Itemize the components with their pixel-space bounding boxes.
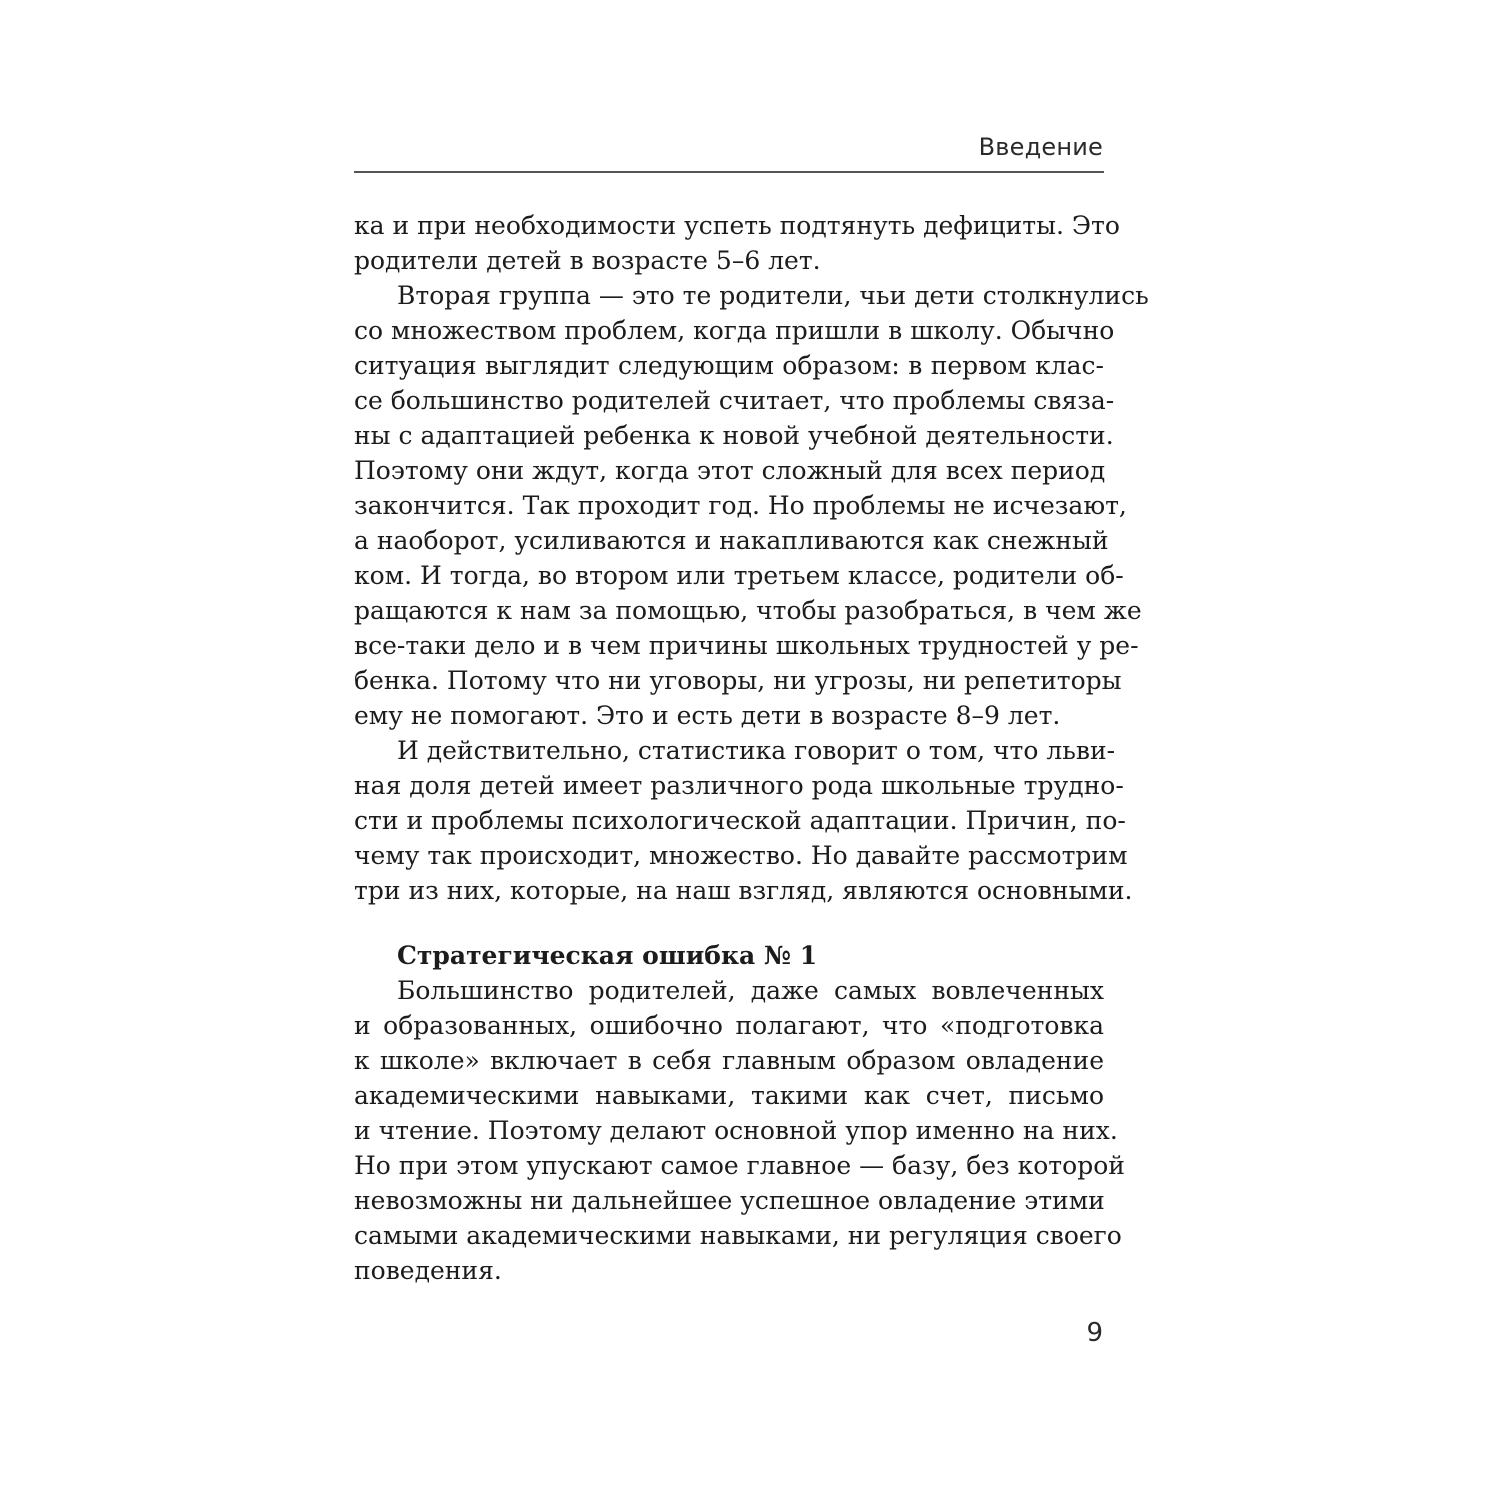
text-line: ращаются к нам за помощью, чтобы разобраться, в чем же <box>354 596 1142 625</box>
text-line: закончится. Так проходит год. Но проблемы не исчезают, <box>354 491 1127 520</box>
text-line: ка и при необходимости успеть подтянуть дефициты. Это <box>354 211 1120 240</box>
text-line: академическими навыками, такими как счет, письмо <box>354 1081 1104 1110</box>
text-line: самыми академическими навыками, ни регуляция своего <box>354 1221 1122 1250</box>
text-line: се большинство родителей считает, что проблемы связа- <box>354 386 1115 415</box>
text-line: все-таки дело и в чем причины школьных трудностей у ре- <box>354 631 1139 660</box>
text-line: чему так происходит, множество. Но давайте рассмотрим <box>354 841 1128 870</box>
paragraph-2 <box>354 278 1149 733</box>
text-line: невозможны ни дальнейшее успешное овладение этими <box>354 1186 1105 1215</box>
text-line: и образованных, ошибочно полагают, что «подготовка <box>354 1011 1104 1040</box>
text-line: Большинство родителей, даже самых вовлеченных <box>397 976 1104 1005</box>
text-line: ком. И тогда, во втором или третьем классе, родители об- <box>354 561 1124 590</box>
text-line: поведения. <box>354 1256 502 1285</box>
header-rule <box>354 171 1104 173</box>
section-spacer <box>354 908 1104 938</box>
text-line: к школе» включает в себя главным образом овладение <box>354 1046 1104 1075</box>
text-line: ему не помогают. Это и есть дети в возрасте 8–9 лет. <box>354 701 1061 730</box>
text-line: Поэтому они ждут, когда этот сложный для всех период <box>354 456 1106 485</box>
paragraph-3 <box>354 733 1133 908</box>
text-line: сти и проблемы психологической адаптации. Причин, по- <box>354 806 1126 835</box>
text-line: Вторая группа — это те родители, чьи дети столкнулись <box>397 281 1149 310</box>
page-number: 9 <box>1086 1318 1103 1348</box>
body-text <box>354 208 1149 1288</box>
running-head: Введение <box>978 133 1103 161</box>
text-line: родители детей в возрасте 5–6 лет. <box>354 246 821 275</box>
text-line: три из них, которые, на наш взгляд, являются основными. <box>354 876 1133 905</box>
text-line: ситуация выглядит следующим образом: в первом клас- <box>354 351 1104 380</box>
text-line: И действительно, статистика говорит о том, что льви- <box>397 736 1116 765</box>
paragraph-1 <box>354 208 1120 278</box>
text-line: ны с адаптацией ребенка к новой учебной деятельности. <box>354 421 1114 450</box>
text-line: ная доля детей имеет различного рода школьные трудно- <box>354 771 1124 800</box>
text-line: со множеством проблем, когда пришли в школу. Обычно <box>354 316 1115 345</box>
text-line: Но при этом упускают самое главное — базу, без которой <box>354 1151 1125 1180</box>
text-line: а наоборот, усиливаются и накапливаются как снежный <box>354 526 1109 555</box>
paragraph-4 <box>354 973 1125 1288</box>
section-heading: Стратегическая ошибка № 1 <box>397 941 818 970</box>
text-line: бенка. Потому что ни уговоры, ни угрозы, ни репетиторы <box>354 666 1122 695</box>
text-line: и чтение. Поэтому делают основной упор именно на них. <box>354 1116 1118 1145</box>
